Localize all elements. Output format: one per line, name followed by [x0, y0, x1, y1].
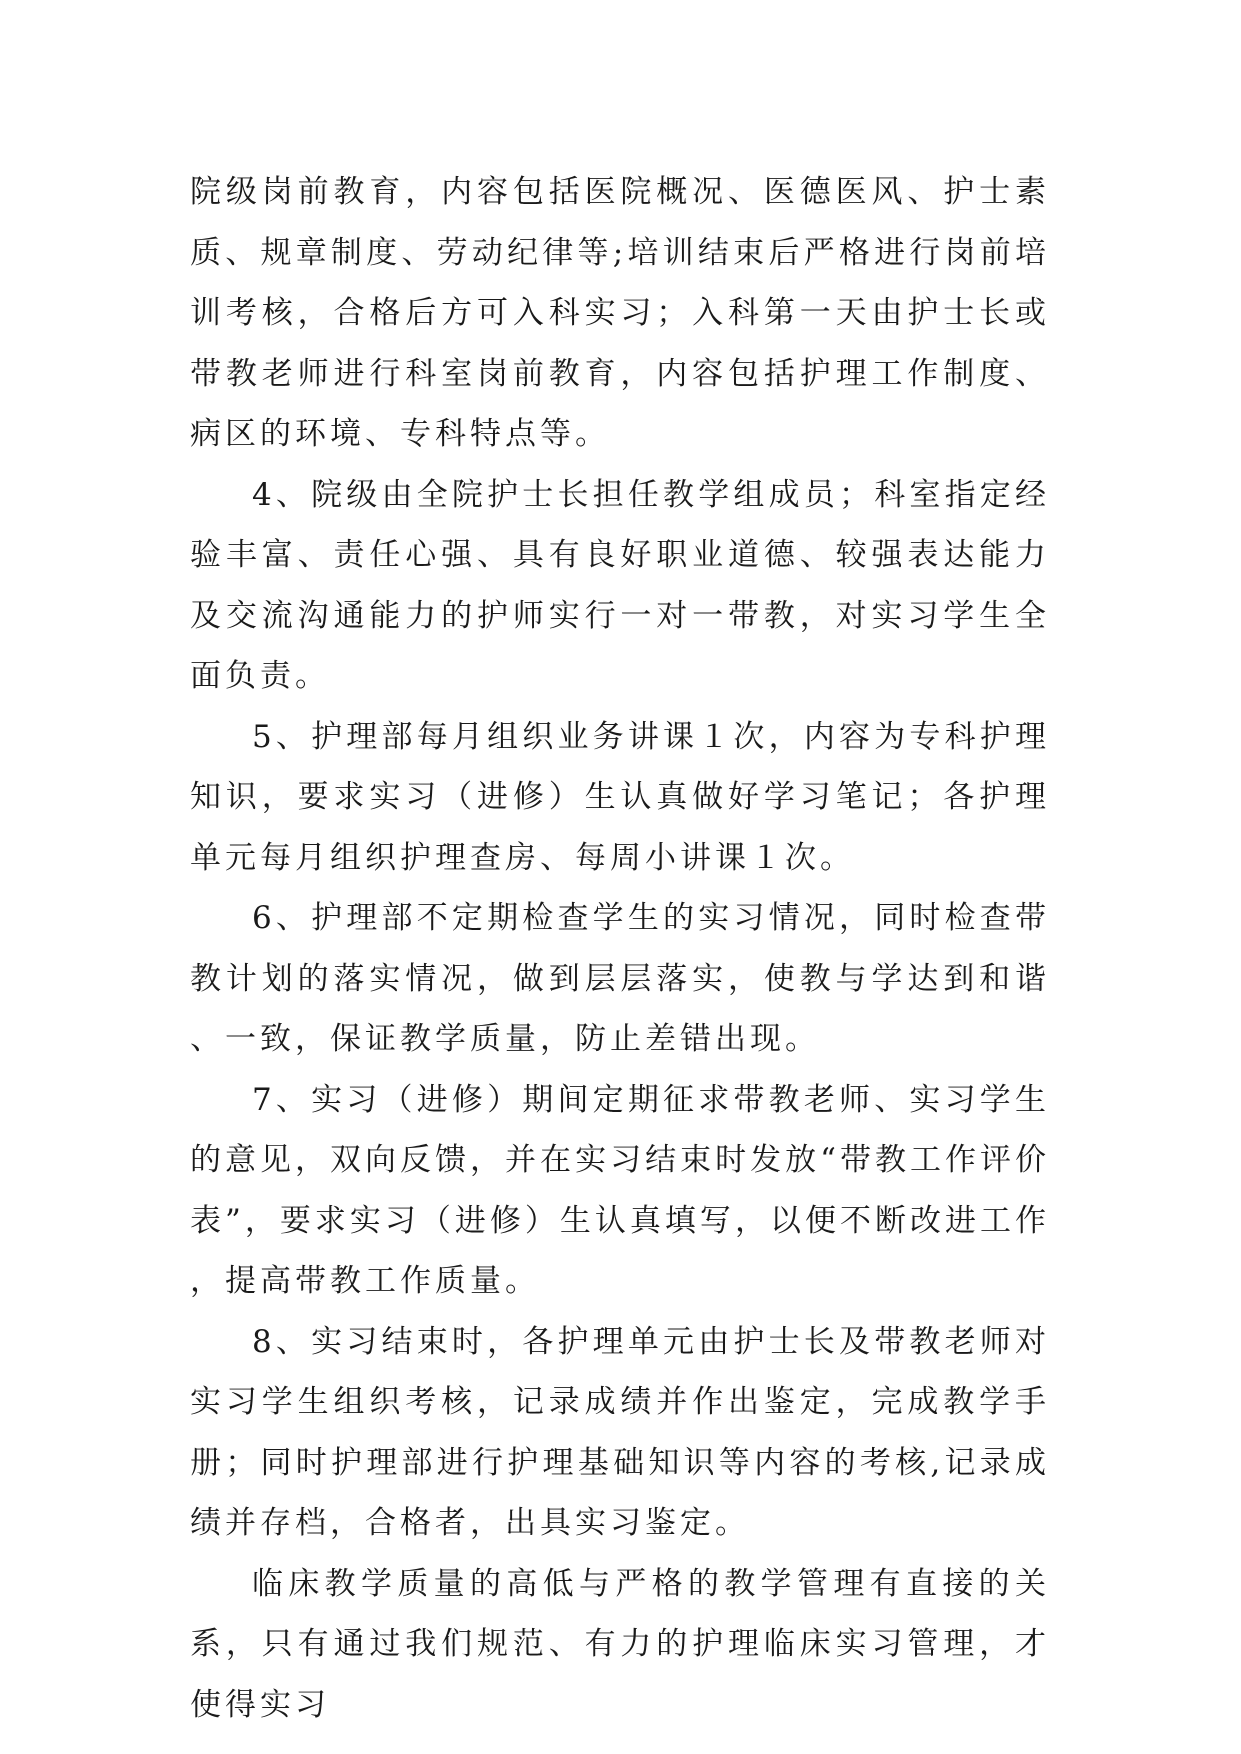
- paragraph-3: 5、护理部每月组织业务讲课１次，内容为专科护理知识，要求实习（进修）生认真做好学习笔记；各护理单元每月组织护理查房、每周小讲课１次。: [190, 718, 1050, 876]
- paragraph-5: 7、实习（进修）期间定期征求带教老师、实习学生的意见，双向反馈，并在实习结束时发放“带教工作评价表”，要求实习（进修）生认真填写，以便不断改进工作，提高带教工作质量。: [190, 1081, 1050, 1299]
- paragraph-6: 8、实习结束时，各护理单元由护士长及带教老师对实习学生组织考核，记录成绩并作出鉴定，完成教学手册；同时护理部进行护理基础知识等内容的考核,记录成绩并存档，合格者，出具实习鉴定。: [190, 1323, 1050, 1541]
- document-page: [190, 162, 1050, 1735]
- paragraph-7: 临床教学质量的高低与严格的教学管理有直接的关系，只有通过我们规范、有力的护理临床实习管理，才使得实习: [190, 1565, 1050, 1723]
- paragraph-1: 院级岗前教育，内容包括医院概况、医德医风、护士素质、规章制度、劳动纪律等;培训结束后严格进行岗前培训考核，合格后方可入科实习；入科第一天由护士长或带教老师进行科室岗前教育，内容包括护理工作制度、病区的环境、专科特点等。: [190, 174, 1050, 452]
- paragraph-2: 4、院级由全院护士长担任教学组成员；科室指定经验丰富、责任心强、具有良好职业道德、较强表达能力及交流沟通能力的护师实行一对一带教，对实习学生全面负责。: [190, 476, 1050, 694]
- paragraph-4: 6、护理部不定期检查学生的实习情况，同时检查带教计划的落实情况，做到层层落实，使教与学达到和谐、一致，保证教学质量，防止差错出现。: [190, 900, 1050, 1057]
